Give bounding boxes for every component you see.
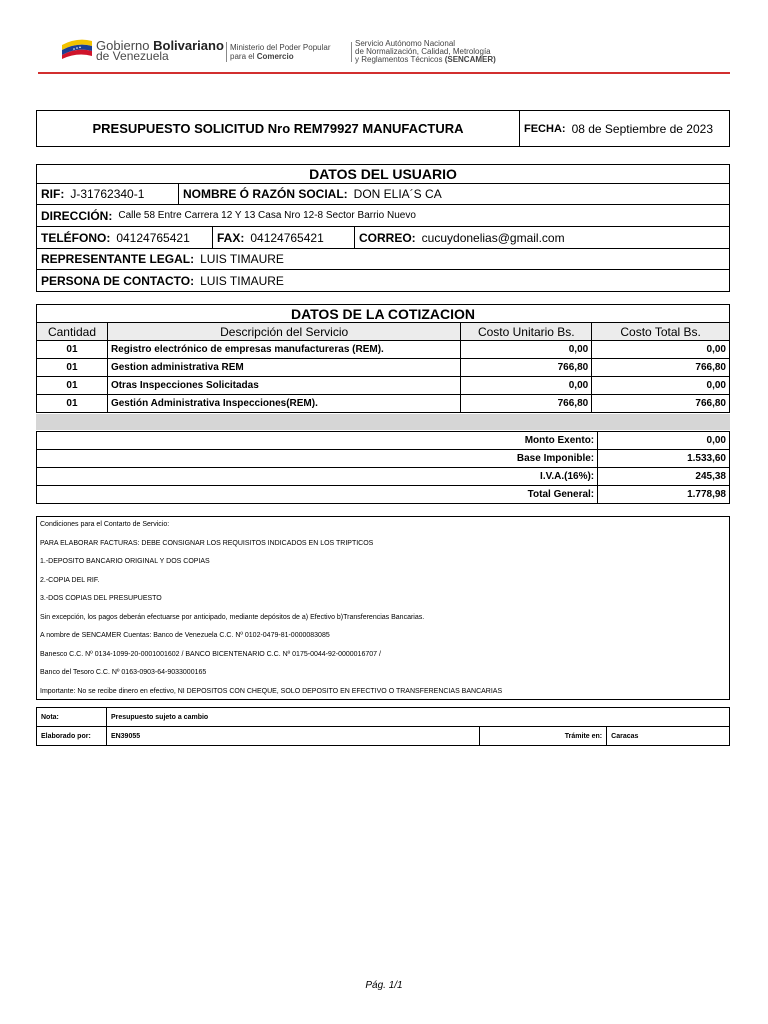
nota-row: [37, 708, 730, 727]
rif-label: RIF:: [41, 187, 65, 201]
header-rule: [38, 72, 730, 74]
sencamer-text: Servicio Autónomo Nacional de Normalización, Calidad, Metrología y Reglamentos Técnicos (SENCAMER): [355, 39, 496, 64]
base-imponible-label: Base Imponible:: [37, 450, 598, 468]
correo-field: [354, 226, 730, 249]
col-costo-total: Costo Total Bs.: [592, 323, 730, 341]
totals-row: [37, 486, 730, 504]
row-desc: Gestión Administrativa Inspecciones(REM).: [107, 395, 460, 413]
row-desc: Otras Inspecciones Solicitadas: [107, 377, 460, 395]
iva-value: 245,38: [598, 468, 730, 486]
contacto-field: [36, 269, 730, 292]
fecha-value: 08 de Septiembre de 2023: [571, 121, 714, 136]
elaborado-label: Elaborado por:: [37, 727, 107, 746]
usuario-section-title: DATOS DEL USUARIO: [36, 164, 730, 184]
cotizacion-section-title: DATOS DE LA COTIZACION: [36, 304, 730, 323]
row-unit: 766,80: [461, 395, 592, 413]
rif-value: J-31762340-1: [70, 187, 145, 201]
representante-value: LUIS TIMAURE: [200, 252, 284, 266]
row-qty: 01: [37, 341, 108, 359]
ministry-text: Ministerio del Poder Popular para el Comercio: [230, 43, 331, 61]
fax-value: 04124765421: [250, 230, 324, 245]
condition-line: A nombre de SENCAMER Cuentas: Banco de Venezuela C.C. Nº 0102-0479-81-0000083085: [40, 632, 330, 639]
row-unit: 0,00: [461, 341, 592, 359]
condition-line: 1.-DEPOSITO BANCARIO ORIGINAL Y DOS COPIAS: [40, 558, 210, 565]
elaborado-row: [37, 727, 730, 746]
fax-field: [212, 226, 355, 249]
footer-table: [36, 707, 730, 746]
condiciones-box: [36, 516, 730, 700]
monto-exento-value: 0,00: [598, 432, 730, 450]
iva-label: I.V.A.(16%):: [37, 468, 598, 486]
condition-line: Importante: No se recibe dinero en efectivo, NI DEPOSITOS CON CHEQUE, SOLO DEPOSITO EN EFECTIVO O TRANSFERENCIAS BANCARIAS: [40, 687, 503, 695]
cotizacion-table: [36, 322, 730, 413]
col-descripcion: Descripción del Servicio: [107, 323, 460, 341]
row-total: 766,80: [592, 359, 730, 377]
row-desc: Gestion administrativa REM: [107, 359, 460, 377]
header-divider: [226, 42, 227, 62]
col-costo-unitario: Costo Unitario Bs.: [461, 323, 592, 341]
contacto-label: PERSONA DE CONTACTO:: [41, 273, 195, 288]
totals-table: [36, 431, 730, 504]
representante-field: [36, 248, 730, 270]
row-qty: 01: [37, 395, 108, 413]
col-cantidad: Cantidad: [37, 323, 108, 341]
total-general-value: 1.778,98: [598, 486, 730, 504]
direccion-label: DIRECCIÓN:: [41, 208, 113, 223]
condition-line: Banco del Tesoro C.C. Nº 0163-0903-64-9033000165: [40, 669, 207, 676]
nombre-value: DON ELIA´S CA: [353, 187, 442, 201]
telefono-value: 04124765421: [116, 230, 190, 245]
table-row: [37, 377, 730, 395]
condition-line: 3.-DOS COPIAS DEL PRESUPUESTO: [40, 595, 162, 602]
fecha-label: FECHA:: [524, 122, 566, 135]
direccion-value: Calle 58 Entre Carrera 12 Y 13 Casa Nro 12-8 Sector Barrio Nuevo: [118, 210, 416, 221]
table-row: [37, 395, 730, 413]
spacer-band: [36, 414, 730, 430]
totals-row: [37, 432, 730, 450]
condition-line: 2.-COPIA DEL RIF.: [40, 576, 100, 584]
telefono-label: TELÉFONO:: [41, 230, 111, 245]
page-number: Pág. 1/1: [365, 980, 403, 991]
condition-line: Banesco C.C. Nº 0134-1099-20-0001001602 / BANCO BICENTENARIO C.C. Nº 0175-0044-92-0000016707 /: [40, 650, 381, 658]
base-imponible-value: 1.533,60: [598, 450, 730, 468]
telefono-field: [36, 226, 213, 249]
representante-label: REPRESENTANTE LEGAL:: [41, 252, 195, 266]
venezuela-flag-logo: [60, 37, 94, 59]
correo-value: cucuydonelias@gmail.com: [421, 230, 565, 245]
condition-line: Condiciones para el Contarto de Servicio:: [40, 521, 170, 528]
row-unit: 766,80: [461, 359, 592, 377]
total-general-label: Total General:: [37, 486, 598, 504]
header-divider: [351, 42, 352, 62]
row-total: 0,00: [592, 341, 730, 359]
nota-value: Presupuesto sujeto a cambio: [106, 708, 729, 727]
condition-line: PARA ELABORAR FACTURAS: DEBE CONSIGNAR LOS REQUISITOS INDICADOS EN LOS TRIPTICOS: [40, 539, 374, 547]
gov-title: Gobierno Bolivariano: [96, 38, 224, 53]
nombre-label: NOMBRE Ó RAZÓN SOCIAL:: [183, 187, 348, 201]
rif-field: [36, 183, 179, 205]
nota-label: Nota:: [37, 708, 107, 727]
gov-subtitle: de Venezuela: [96, 49, 169, 63]
totals-row: [37, 450, 730, 468]
fecha-box: [519, 110, 730, 147]
document-title: PRESUPUESTO SOLICITUD Nro REM79927 MANUFACTURA: [36, 110, 520, 147]
correo-label: CORREO:: [359, 230, 416, 245]
nombre-field: [178, 183, 730, 205]
table-row: [37, 359, 730, 377]
row-total: 766,80: [592, 395, 730, 413]
monto-exento-label: Monto Exento:: [37, 432, 598, 450]
fax-label: FAX:: [217, 230, 245, 245]
contacto-value: LUIS TIMAURE: [200, 273, 284, 288]
totals-row: [37, 468, 730, 486]
row-qty: 01: [37, 359, 108, 377]
tramite-label: Trámite en:: [480, 727, 607, 746]
row-desc: Registro electrónico de empresas manufactureras (REM).: [107, 341, 460, 359]
elaborado-value: EN39055: [106, 727, 479, 746]
direccion-field: [36, 204, 730, 227]
condition-line: Sin excepción, los pagos deberán efectuarse por anticipado, mediante depósitos de a) Efectivo b)Transferencias Bancarias.: [40, 613, 425, 621]
table-row: [37, 341, 730, 359]
row-qty: 01: [37, 377, 108, 395]
tramite-value: Caracas: [607, 727, 730, 746]
row-unit: 0,00: [461, 377, 592, 395]
row-total: 0,00: [592, 377, 730, 395]
table-header-row: [37, 323, 730, 341]
